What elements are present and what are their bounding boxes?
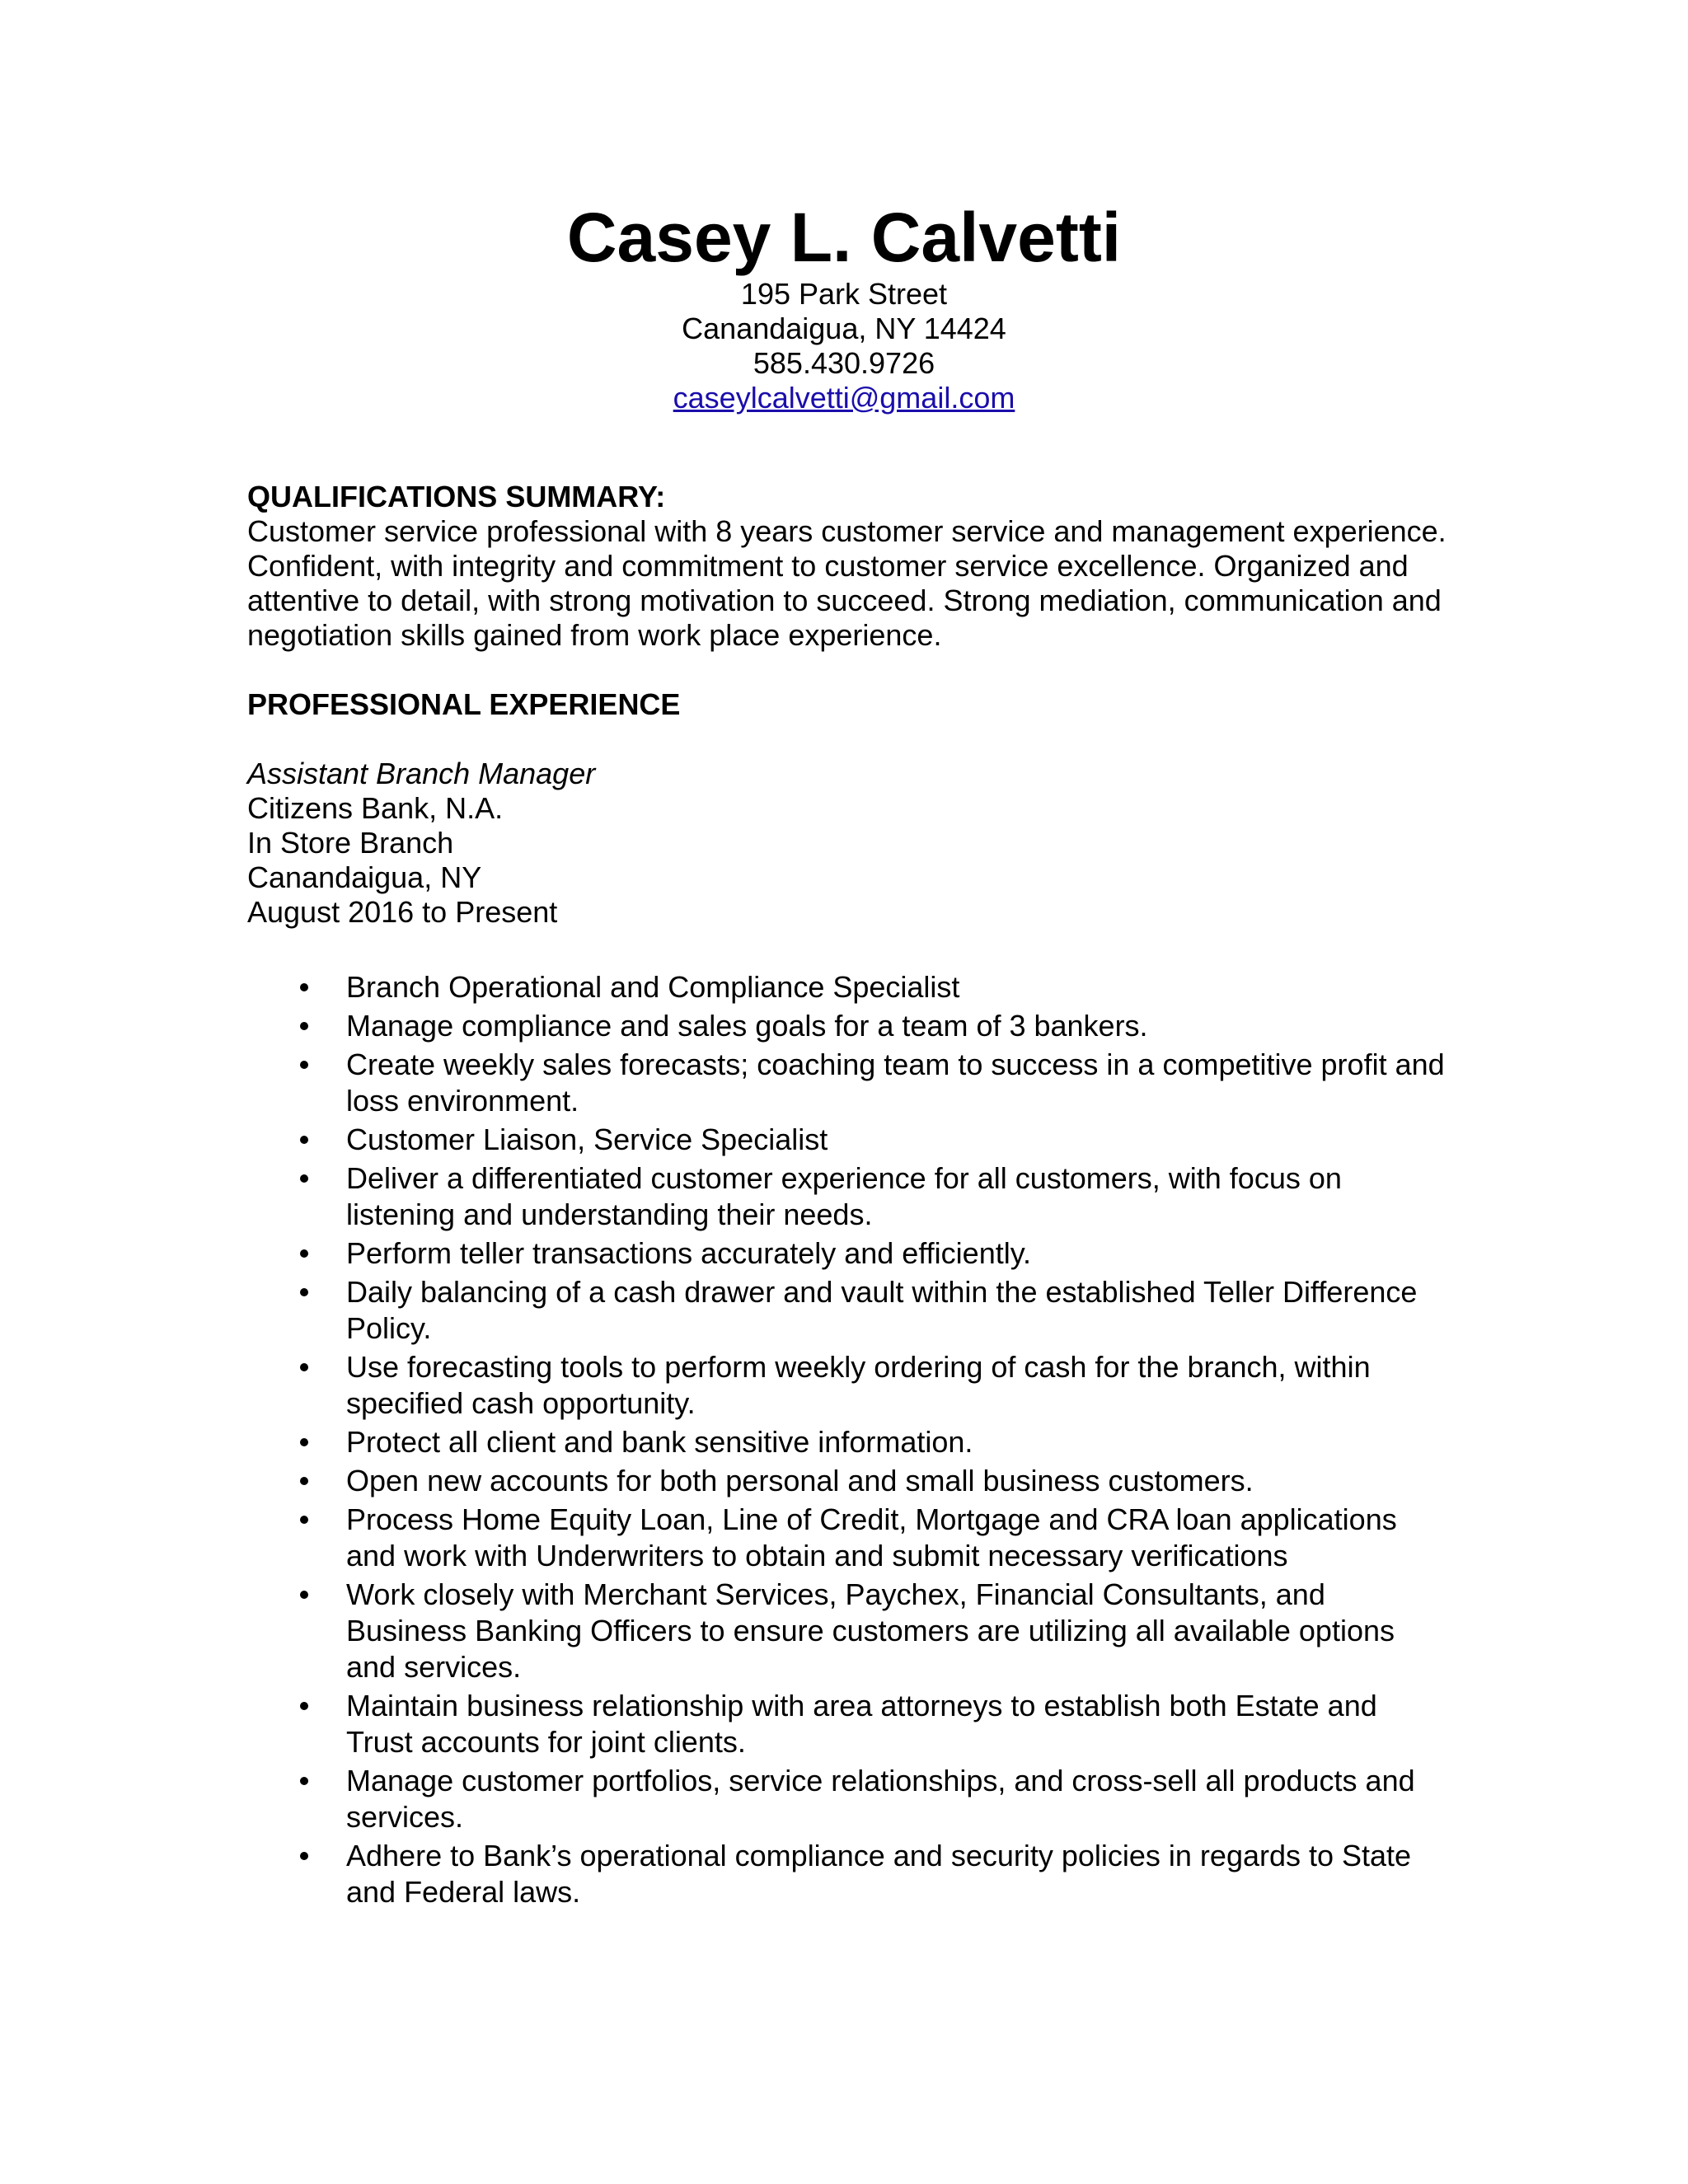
- bullet-icon: [300, 1438, 308, 1446]
- job-bullet-list: [247, 969, 1451, 1910]
- bullet-text: Perform teller transactions accurately and efficiently.: [346, 1236, 1032, 1270]
- list-item: [247, 1502, 1451, 1574]
- bullet-text: Create weekly sales forecasts; coaching team to success in a competitive profit and loss environment.: [346, 1047, 1445, 1118]
- resume-body: [247, 480, 1451, 1913]
- candidate-name: Casey L. Calvetti: [566, 199, 1122, 276]
- bullet-icon: [300, 1061, 308, 1069]
- bullet-text: Open new accounts for both personal and small business customers.: [346, 1464, 1254, 1497]
- list-item: [247, 1838, 1451, 1910]
- bullet-icon: [300, 1174, 308, 1183]
- bullet-icon: [300, 1477, 308, 1485]
- bullet-icon: [300, 1022, 308, 1030]
- bullet-text: Daily balancing of a cash drawer and vault within the established Teller Difference Policy.: [346, 1275, 1418, 1345]
- bullet-icon: [300, 1516, 308, 1524]
- bullet-icon: [300, 1136, 308, 1144]
- list-item: [247, 1424, 1451, 1460]
- list-item: [247, 969, 1451, 1005]
- job-entry: [247, 757, 1451, 1910]
- job-dates: August 2016 to Present: [247, 895, 558, 929]
- experience-section: [247, 687, 1451, 1910]
- qualifications-heading: QUALIFICATIONS SUMMARY:: [247, 480, 666, 513]
- bullet-text: Deliver a differentiated customer experience for all customers, with focus on listening and understanding their needs.: [346, 1161, 1342, 1231]
- list-item: [247, 1577, 1451, 1685]
- experience-heading: PROFESSIONAL EXPERIENCE: [247, 687, 681, 721]
- bullet-icon: [300, 1777, 308, 1785]
- email-link[interactable]: caseylcalvetti@gmail.com: [673, 381, 1015, 415]
- job-branch: In Store Branch: [247, 826, 454, 860]
- phone-number: 585.430.9726: [753, 346, 935, 380]
- bullet-text: Adhere to Bank’s operational compliance and security policies in regards to State and Federal laws.: [346, 1839, 1412, 1909]
- list-item: [247, 1235, 1451, 1272]
- bullet-icon: [300, 1249, 308, 1258]
- list-item: [247, 1122, 1451, 1158]
- bullet-icon: [300, 1852, 308, 1860]
- job-title: Assistant Branch Manager: [247, 757, 596, 790]
- qualifications-text: Customer service professional with 8 years customer service and management experience. Confident, with integrity and commitment to customer service excellence. Organized and attentive to detail, with strong motivation to succeed. Strong mediation, communication and negotiation skills gained from work place experience.: [247, 514, 1447, 652]
- bullet-text: Process Home Equity Loan, Line of Credit, Mortgage and CRA loan applications and work with Underwriters to obtain and submit necessary verifications: [346, 1502, 1397, 1572]
- list-item: [247, 1047, 1451, 1119]
- bullet-icon: [300, 983, 308, 991]
- list-item: [247, 1688, 1451, 1760]
- list-item: [247, 1274, 1451, 1347]
- bullet-icon: [300, 1363, 308, 1371]
- list-item: [247, 1008, 1451, 1044]
- job-location: Canandaigua, NY: [247, 860, 482, 894]
- address-line-1: 195 Park Street: [740, 277, 948, 311]
- bullet-text: Customer Liaison, Service Specialist: [346, 1122, 828, 1156]
- bullet-icon: [300, 1288, 308, 1296]
- bullet-text: Maintain business relationship with area attorneys to establish both Estate and Trust accounts for joint clients.: [346, 1689, 1377, 1759]
- bullet-icon: [300, 1702, 308, 1710]
- qualifications-section: [247, 480, 1451, 653]
- bullet-text: Branch Operational and Compliance Specialist: [346, 970, 960, 1004]
- bullet-text: Manage compliance and sales goals for a team of 3 bankers.: [346, 1009, 1148, 1043]
- list-item: [247, 1763, 1451, 1835]
- bullet-icon: [300, 1591, 308, 1599]
- list-item: [247, 1463, 1451, 1499]
- address-line-2: Canandaigua, NY 14424: [682, 312, 1006, 345]
- resume-header: [0, 198, 1688, 415]
- job-company: Citizens Bank, N.A.: [247, 791, 504, 825]
- bullet-text: Protect all client and bank sensitive information.: [346, 1425, 973, 1459]
- bullet-text: Manage customer portfolios, service relationships, and cross-sell all products and services.: [346, 1764, 1415, 1834]
- list-item: [247, 1160, 1451, 1233]
- bullet-text: Work closely with Merchant Services, Paychex, Financial Consultants, and Business Banking Officers to ensure customers are utilizing all available options and services.: [346, 1577, 1395, 1684]
- list-item: [247, 1349, 1451, 1422]
- bullet-text: Use forecasting tools to perform weekly ordering of cash for the branch, within specified cash opportunity.: [346, 1350, 1371, 1420]
